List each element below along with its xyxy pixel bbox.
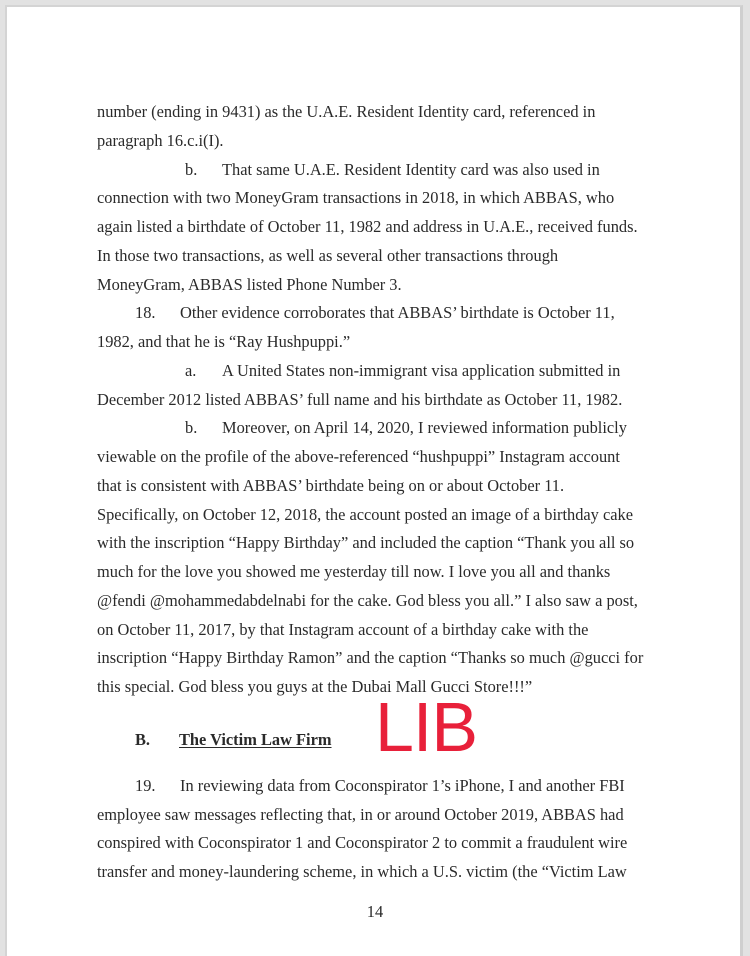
line-text: Moreover, on April 14, 2020, I reviewed information publicly [222,418,627,438]
line-text: December 2012 listed ABBAS’ full name and his birthdate as October 11, 1982. [97,389,623,409]
line-text: number (ending in 9431) as the U.A.E. Resident Identity card, referenced in [97,102,596,121]
section-heading-label: B. [135,730,151,749]
line-text: Specifically, on October 12, 2018, the account posted an image of a birthday cake [97,504,634,524]
line-text: on October 11, 2017, by that Instagram account of a birthday cake with the [97,619,589,639]
line-text: with the inscription “Happy Birthday” and included the caption “Thank you all so [97,533,635,553]
line-text: @fendi @mohammedabdelnabi for the cake. God bless you all.” I also saw a post, [97,590,638,610]
line-text: much for the love you showed me yesterday till now. I love you all and thanks [97,562,611,581]
line-text: this special. God bless you guys at the Dubai Mall Gucci Store!!!” [97,677,533,696]
line-text: In reviewing data from Coconspirator 1’s iPhone, I and another FBI [180,776,625,795]
line-text: viewable on the profile of the above-referenced “hushpuppi” Instagram account [97,447,620,466]
line-text: 1982, and that he is “Ray Hushpuppi.” [97,332,351,351]
paragraph-label: b. [185,418,198,438]
line-text: again listed a birthdate of October 11, 1982 and address in U.A.E., received funds. [97,217,638,236]
page-number: 14 [366,902,384,921]
paragraph-label: 18. [135,303,156,323]
paragraph-label: a. [185,360,197,380]
line-text: inscription “Happy Birthday Ramon” and the caption “Thanks so much @gucci for [97,648,644,668]
line-text: that is consistent with ABBAS’ birthdate being on or about October 11. [97,475,565,495]
line-text: conspired with Coconspirator 1 and Coconspirator 2 to commit a fraudulent wire [97,833,628,853]
section-heading-title: The Victim Law Firm [179,730,332,749]
line-text: MoneyGram, ABBAS listed Phone Number 3. [97,274,402,294]
paragraph-label: b. [185,159,198,179]
line-text: paragraph 16.c.i(I). [97,130,224,150]
watermark-text: LIB [375,688,478,766]
paragraph-label: 19. [135,776,156,795]
line-text: connection with two MoneyGram transactions in 2018, in which ABBAS, who [97,188,615,208]
section-heading [135,730,332,750]
line-text: In those two transactions, as well as several other transactions through [97,245,559,265]
line-text: employee saw messages reflecting that, in or around October 2019, ABBAS had [97,804,624,824]
line-text: A United States non-immigrant visa application submitted in [222,360,621,380]
line-text: Other evidence corroborates that ABBAS’ birthdate is October 11, [180,303,615,323]
line-text: That same U.A.E. Resident Identity card was also used in [222,159,600,179]
line-text: transfer and money-laundering scheme, in which a U.S. victim (the “Victim Law [97,862,627,882]
